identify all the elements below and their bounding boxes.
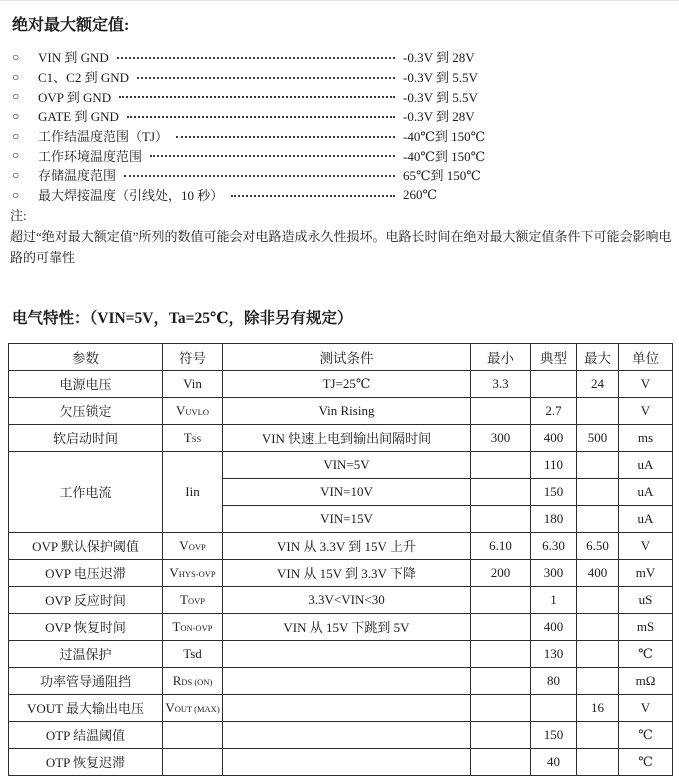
table-row xyxy=(9,640,673,667)
max-cell: 6.50 xyxy=(577,532,619,559)
col-header-min: 最小 xyxy=(471,343,531,370)
rating-label: 工作环境温度范围 xyxy=(38,148,143,164)
circle-bullet-icon: ○ xyxy=(12,187,20,202)
rating-label: VIN 到 GND xyxy=(38,50,109,66)
list-item xyxy=(12,165,675,185)
symbol-subscript: HYS-OVP xyxy=(178,568,216,579)
condition-cell: VIN=10V xyxy=(223,478,471,505)
condition-cell: VIN 从 15V 到 3.3V 下降 xyxy=(223,559,471,586)
param-cell: 功率管导通阻挡 xyxy=(9,667,163,694)
max-cell: 400 xyxy=(577,559,619,586)
circle-bullet-icon: ○ xyxy=(12,69,20,84)
max-cell xyxy=(577,478,619,505)
min-cell xyxy=(471,451,531,478)
typ-cell: 180 xyxy=(531,505,577,532)
circle-bullet-icon: ○ xyxy=(12,89,20,104)
dot-leader xyxy=(124,175,395,177)
min-cell: 3.3 xyxy=(471,370,531,397)
rating-label: 最大焊接温度（引线处，10 秒） xyxy=(38,188,224,204)
condition-cell xyxy=(223,721,471,748)
table-row xyxy=(9,370,673,397)
param-cell: 工作电流 xyxy=(9,451,163,532)
circle-bullet-icon: ○ xyxy=(12,108,20,123)
symbol-cell xyxy=(163,721,223,748)
symbol-base: V xyxy=(165,699,175,715)
rating-value: -0.3V 到 5.5V xyxy=(403,70,478,86)
list-item xyxy=(12,145,675,165)
rating-label: 存储温度范围 xyxy=(38,168,117,184)
min-cell xyxy=(471,667,531,694)
min-cell xyxy=(471,721,531,748)
condition-cell: VIN 快速上电到输出间隔时间 xyxy=(223,424,471,451)
symbol-base: V xyxy=(179,537,189,553)
max-cell xyxy=(577,586,619,613)
symbol-cell xyxy=(163,694,223,721)
unit-cell: mS xyxy=(619,613,673,640)
condition-cell: Vin Rising xyxy=(223,397,471,424)
circle-bullet-icon: ○ xyxy=(12,49,20,64)
param-cell: OTP 结温阈值 xyxy=(9,721,163,748)
condition-cell: VIN 从 3.3V 到 15V 上升 xyxy=(223,532,471,559)
typ-cell: 1 xyxy=(531,586,577,613)
rating-label: C1、C2 到 GND xyxy=(38,70,130,86)
condition-cell xyxy=(223,748,471,775)
datasheet-page xyxy=(0,1,679,776)
min-cell xyxy=(471,505,531,532)
table-row xyxy=(9,586,673,613)
typ-cell: 150 xyxy=(531,721,577,748)
param-cell: OVP 电压迟滞 xyxy=(9,559,163,586)
symbol-cell xyxy=(163,559,223,586)
dot-leader xyxy=(117,57,395,59)
max-cell: 16 xyxy=(577,694,619,721)
unit-cell: ℃ xyxy=(619,640,673,667)
min-cell: 300 xyxy=(471,424,531,451)
table-row xyxy=(9,694,673,721)
unit-cell: V xyxy=(619,694,673,721)
condition-cell xyxy=(223,640,471,667)
unit-cell: V xyxy=(619,370,673,397)
circle-bullet-icon: ○ xyxy=(12,148,20,163)
dot-leader xyxy=(150,155,395,157)
rating-value: -40℃到 150℃ xyxy=(403,148,486,164)
col-header-condition: 测试条件 xyxy=(223,343,471,370)
circle-bullet-icon: ○ xyxy=(12,128,20,143)
param-cell: OVP 默认保护阈值 xyxy=(9,532,163,559)
symbol-subscript: SS xyxy=(191,433,202,444)
min-cell xyxy=(471,694,531,721)
symbol-base: R xyxy=(172,672,182,688)
dot-leader xyxy=(119,96,395,98)
typ-cell: 400 xyxy=(531,613,577,640)
min-cell xyxy=(471,748,531,775)
list-item xyxy=(12,185,675,205)
circle-bullet-icon: ○ xyxy=(12,167,20,182)
rating-value: -0.3V 到 5.5V xyxy=(403,89,478,105)
dot-leader xyxy=(176,136,395,138)
electrical-characteristics-title: 电气特性：（VIN=5V，Ta=25℃，除非另有规定） xyxy=(12,309,353,327)
typ-cell: 400 xyxy=(531,424,577,451)
max-cell: 24 xyxy=(577,370,619,397)
max-cell xyxy=(577,721,619,748)
symbol-base: V xyxy=(176,402,186,418)
table-row xyxy=(9,397,673,424)
max-cell xyxy=(577,667,619,694)
max-cell xyxy=(577,613,619,640)
unit-cell: V xyxy=(619,532,673,559)
symbol-cell xyxy=(163,424,223,451)
symbol-subscript: UVLO xyxy=(185,406,209,417)
list-item xyxy=(12,47,675,67)
symbol-base: Tsd xyxy=(183,645,202,661)
rating-label: GATE 到 GND xyxy=(38,109,119,125)
min-cell: 6.10 xyxy=(471,532,531,559)
abs-max-ratings-title: 绝对最大额定值: xyxy=(12,17,130,34)
max-cell xyxy=(577,451,619,478)
col-header-max: 最大 xyxy=(577,343,619,370)
symbol-cell xyxy=(163,613,223,640)
symbol-cell xyxy=(163,451,223,532)
typ-cell: 300 xyxy=(531,559,577,586)
table-header-row xyxy=(9,343,673,370)
condition-cell: VIN 从 15V 下跳到 5V xyxy=(223,613,471,640)
symbol-cell xyxy=(163,370,223,397)
param-cell: 软启动时间 xyxy=(9,424,163,451)
abs-max-ratings-list xyxy=(10,47,675,205)
typ-cell: 130 xyxy=(531,640,577,667)
param-cell: VOUT 最大输出电压 xyxy=(9,694,163,721)
unit-cell: uA xyxy=(619,478,673,505)
max-cell xyxy=(577,640,619,667)
table-row xyxy=(9,721,673,748)
symbol-base: T xyxy=(172,618,181,634)
max-cell: 500 xyxy=(577,424,619,451)
rating-value: -0.3V 到 28V xyxy=(403,50,475,66)
param-cell: 欠压锁定 xyxy=(9,397,163,424)
symbol-subscript: OVP xyxy=(187,595,205,606)
table-row xyxy=(9,748,673,775)
param-cell: 过温保护 xyxy=(9,640,163,667)
table-row xyxy=(9,667,673,694)
param-cell: 电源电压 xyxy=(9,370,163,397)
condition-cell: 3.3V<VIN<30 xyxy=(223,586,471,613)
electrical-characteristics-table xyxy=(8,343,673,776)
condition-cell: VIN=15V xyxy=(223,505,471,532)
unit-cell: mΩ xyxy=(619,667,673,694)
note-label: 注: xyxy=(10,207,27,223)
unit-cell: ℃ xyxy=(619,748,673,775)
max-cell xyxy=(577,748,619,775)
rating-label: 工作结温度范围（TJ） xyxy=(38,129,169,145)
col-header-param: 参数 xyxy=(9,343,163,370)
rating-value: -0.3V 到 28V xyxy=(403,109,475,125)
symbol-base: Vin xyxy=(183,375,202,391)
unit-cell: uA xyxy=(619,451,673,478)
condition-cell xyxy=(223,667,471,694)
note-text: 超过“绝对最大额定值”所列的数值可能会对电路造成永久性损坏。电路长时间在绝对最大额定值条件下可能会影响电路的可靠性 xyxy=(10,228,672,265)
table-row xyxy=(9,613,673,640)
param-cell: OVP 恢复时间 xyxy=(9,613,163,640)
symbol-base: T xyxy=(183,429,192,445)
symbol-subscript: ON-OVP xyxy=(180,622,213,633)
symbol-base: T xyxy=(180,591,188,607)
table-row xyxy=(9,424,673,451)
symbol-subscript: DS (ON) xyxy=(181,676,213,687)
param-cell: OTP 恢复迟滞 xyxy=(9,748,163,775)
rating-value: 65℃到 150℃ xyxy=(403,168,481,184)
min-cell: 200 xyxy=(471,559,531,586)
symbol-cell xyxy=(163,397,223,424)
max-cell xyxy=(577,397,619,424)
typ-cell xyxy=(531,694,577,721)
col-header-symbol: 符号 xyxy=(163,343,223,370)
symbol-base: Iin xyxy=(185,483,200,499)
param-cell: OVP 反应时间 xyxy=(9,586,163,613)
list-item xyxy=(12,126,675,146)
typ-cell: 40 xyxy=(531,748,577,775)
dot-leader xyxy=(127,116,395,118)
symbol-cell xyxy=(163,586,223,613)
unit-cell: uS xyxy=(619,586,673,613)
col-header-typ: 典型 xyxy=(531,343,577,370)
symbol-cell xyxy=(163,640,223,667)
list-item xyxy=(12,106,675,126)
symbol-subscript: OUT (MAX) xyxy=(174,703,220,714)
symbol-cell xyxy=(163,532,223,559)
condition-cell xyxy=(223,694,471,721)
dot-leader xyxy=(231,195,395,197)
typ-cell: 150 xyxy=(531,478,577,505)
typ-cell: 110 xyxy=(531,451,577,478)
rating-value: -40℃到 150℃ xyxy=(403,129,486,145)
table-row xyxy=(9,451,673,478)
rating-value: 260℃ xyxy=(403,186,438,202)
list-item xyxy=(12,67,675,87)
unit-cell: ms xyxy=(619,424,673,451)
min-cell xyxy=(471,586,531,613)
condition-cell: TJ=25℃ xyxy=(223,370,471,397)
min-cell xyxy=(471,640,531,667)
symbol-base: V xyxy=(169,564,179,580)
unit-cell: ℃ xyxy=(619,721,673,748)
rating-label: OVP 到 GND xyxy=(38,89,112,105)
typ-cell: 80 xyxy=(531,667,577,694)
typ-cell: 6.30 xyxy=(531,532,577,559)
col-header-unit: 单位 xyxy=(619,343,673,370)
min-cell xyxy=(471,397,531,424)
unit-cell: mV xyxy=(619,559,673,586)
symbol-subscript: OVP xyxy=(188,541,206,552)
typ-cell xyxy=(531,370,577,397)
unit-cell: uA xyxy=(619,505,673,532)
max-cell xyxy=(577,505,619,532)
symbol-cell xyxy=(163,667,223,694)
unit-cell: V xyxy=(619,397,673,424)
condition-cell: VIN=5V xyxy=(223,451,471,478)
dot-leader xyxy=(137,77,395,79)
typ-cell: 2.7 xyxy=(531,397,577,424)
min-cell xyxy=(471,613,531,640)
table-row xyxy=(9,559,673,586)
min-cell xyxy=(471,478,531,505)
table-row xyxy=(9,532,673,559)
list-item xyxy=(12,86,675,106)
symbol-cell xyxy=(163,748,223,775)
